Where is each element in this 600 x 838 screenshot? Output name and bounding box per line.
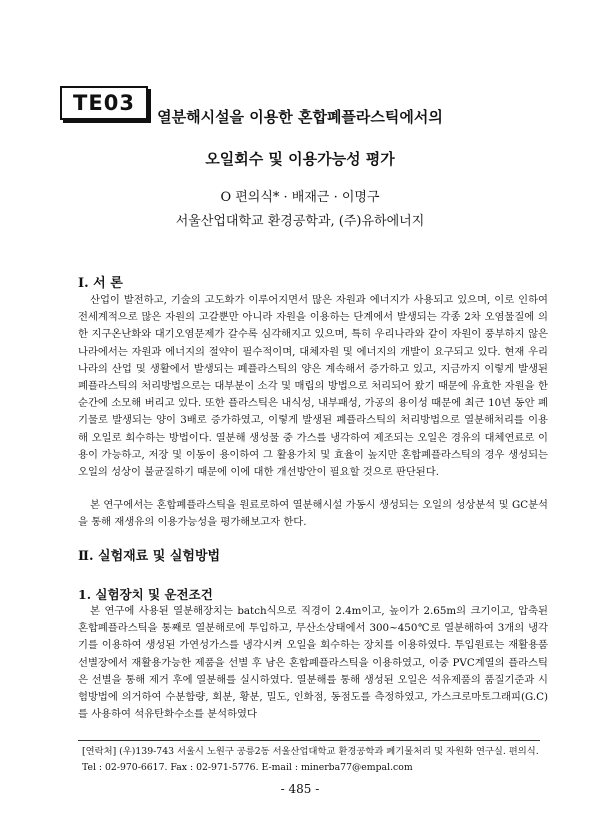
section-heading-introduction: Ⅰ. 서 론	[78, 276, 123, 291]
footnote-divider	[78, 740, 540, 741]
paper-code-badge: TE03	[60, 86, 148, 120]
author-list: O 편의식* · 배재근 · 이명구	[220, 190, 380, 205]
page-number: - 485 -	[280, 782, 320, 796]
methods-paragraph-1: 본 연구에 사용된 열분해장치는 batch식으로 직경이 2.4m이고, 높이가 2.65m의 크기이고, 압축된 혼합폐플라스틱을 통째로 열분해로에 투입하고, 무산소상태에서 300~450℃로 열분해하여 3개의 냉각기를 이용하여 생성된 가연성가스를 냉각시켜 오일을 회수하는 장치를 이용하였다. 투입원료는 재활용품 선별장에서 재활용가능한 제품을 선별 후 남은 혼합폐플라스틱을 이용하였고, 이중 PVC계열의 플라스틱은 선별을 통해 제거 후에 열분해를 실시하였다. 열분해를 통해 생성된 오일은 석유제품의 품질기준과 시험방법에 의거하여 수분함량, 회분, 황분, 밀도, 인화점, 동점도를 측정하였고, 가스크로마토그래피(G.C)를 사용하여 석유탄화수소를 분석하였다	[78, 605, 548, 721]
subsection-heading-apparatus: 1. 실험장치 및 운전조건	[78, 587, 213, 602]
paper-title-line2: 오일회수 및 이용가능성 평가	[205, 150, 395, 168]
introduction-paragraph-2: 본 연구에서는 혼합폐플라스틱을 원료로하여 열분해시설 가동시 생성되는 오일의 성상분석 및 GC분석을 통해 재생유의 이용가능성을 평가해보고자 한다.	[78, 499, 548, 529]
paper-title-line1: 열분해시설을 이용한 혼합폐플라스틱에서의	[157, 108, 443, 126]
section-heading-methods: Ⅱ. 실험재료 및 실험방법	[78, 549, 221, 564]
introduction-paragraph-1: 산업이 발전하고, 기술의 고도화가 이루어지면서 많은 자원과 에너지가 사용되고 있으며, 이로 인하여 전세계적으로 많은 자원의 고갈뿐만 아니라 자원을 이용하는 단계에서 발생되는 각종 2차 오염물질에 의한 지구온난화와 대기오염문제가 갈수록 심각해지고 있으며, 특히 우리나라와 같이 자원이 풍부하지 않은 나라에서는 자원과 에너지의 절약이 필수적이며, 대체자원 및 에너지의 개발이 요구되고 있다. 현재 우리나라의 산업 및 생활에서 발생되는 폐플라스틱의 양은 계속해서 증가하고 있고, 지금까지 이렇게 발생된 폐플라스틱의 처리방법으로는 대부분이 소각 및 매립의 방법으로 처리되어 왔기 때문에 유효한 자원을 한순간에 소모해 버리고 있다. 또한 플라스틱은 내식성, 내부패성, 가공의 용이성 때문에 최근 10년 동안 폐기물로 발생되는 양이 3배로 증가하였고, 이렇게 발생된 폐플라스틱의 처리방법으로 열분해처리를 이용해 오일로 회수하는 방법이다. 열분해 생성물 중 가스를 냉각하여 제조되는 오일은 경유의 대체연료로 이용이 가능하고, 저장 및 이동이 용이하여 그 활용가치 및 효율이 높지만 혼합폐플라스틱의 경우 생성되는 오일의 성상이 불균질하기 때문에 이에 대한 개선방안이 필요할 것으로 판단된다.	[78, 294, 548, 479]
contact-footnote: [연락처] (우)139-743 서울시 노원구 공릉2동 서울산업대학교 환경공학과 폐기물처리 및 자원화 연구실. 편의식. Tel : 02-970-6617. Fax : 02-971-5776. E-mail : minerba77@empal.com	[82, 746, 539, 773]
affiliation: 서울산업대학교 환경공학과, (주)유하에너지	[175, 214, 425, 229]
